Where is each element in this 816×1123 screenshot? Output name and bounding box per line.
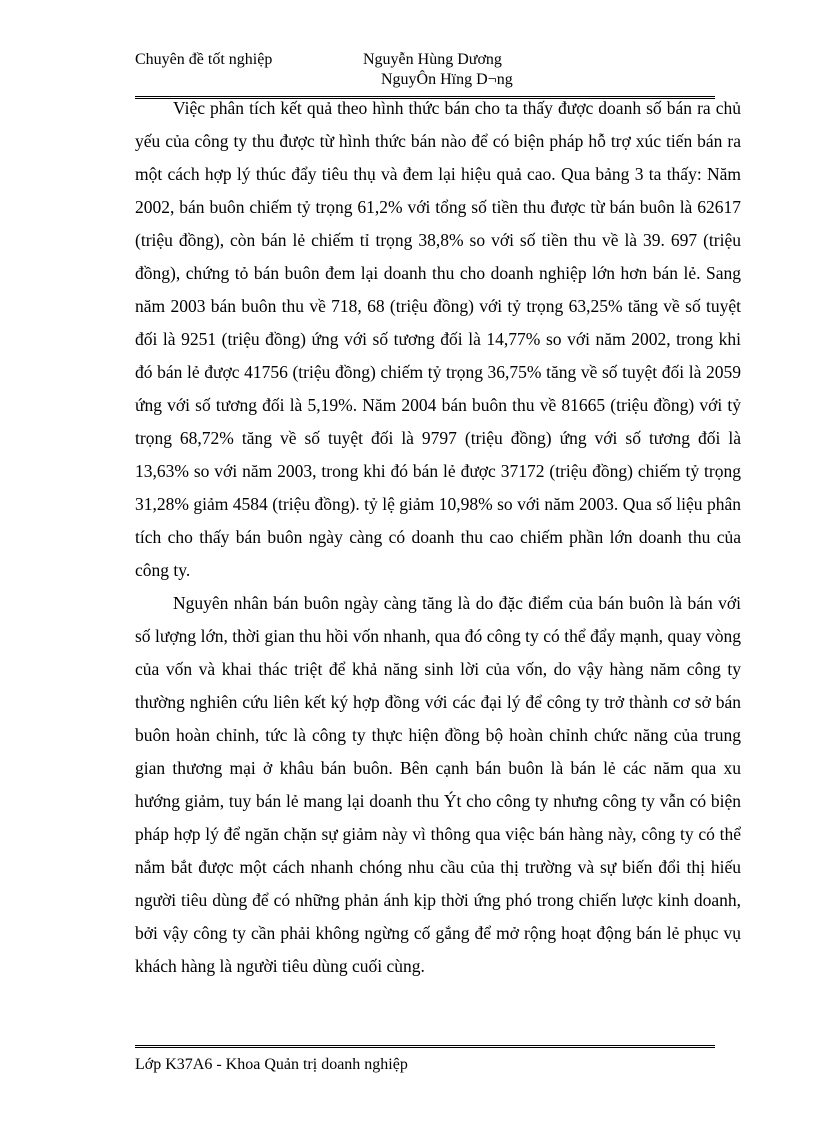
page-footer: Lớp K37A6 - Khoa Quản trị doanh nghiệp	[135, 1056, 408, 1073]
body-text	[135, 92, 741, 983]
paragraph-reasons: Nguyên nhân bán buôn ngày càng tăng là do đặc điểm của bán buôn là bán với số lượng lớn, thời gian thu hồi vốn nhanh, qua đó công ty có thể đẩy mạnh, quay vòng của vốn và khai thác triệt để khả năng sinh lời của vốn, do vậy hàng năm công ty thường nghiên cứu liên kết ký hợp đồng với các đại lý để công ty trở thành cơ sở bán buôn hoàn chỉnh, tức là công ty thực hiện đồng bộ hoàn chỉnh chức năng của trung gian thương mại ở khâu bán buôn. Bên cạnh bán buôn là bán lẻ các năm qua xu hướng giảm, tuy bán lẻ mang lại doanh thu Ýt cho công ty nhưng công ty vẫn có biện pháp hợp lý để ngăn chặn sự giảm này vì thông qua việc bán hàng này, công ty có thể nắm bắt được một cách nhanh chóng nhu cầu của thị trường và sự biến đổi thị hiếu người tiêu dùng để có những phản ánh kịp thời ứng phó trong chiến lược kinh doanh, bởi vậy công ty cần phải không ngừng cố gắng để mở rộng hoạt động bán lẻ phục vụ khách hàng là người tiêu dùng cuối cùng.	[135, 593, 741, 976]
paragraph-analysis: Việc phân tích kết quả theo hình thức bán cho ta thấy được doanh số bán ra chủ yếu của công ty thu được từ hình thức bán nào để có biện pháp hỗ trợ xúc tiến bán ra một cách hợp lý thúc đẩy tiêu thụ và đem lại hiệu quả cao. Qua bảng 3 ta thấy: Năm 2002, bán buôn chiếm tỷ trọng 61,2% với tổng số tiền thu được từ bán buôn là 62617 (triệu đồng), còn bán lẻ chiếm tỉ trọng 38,8% so với số tiền thu về là 39. 697 (triệu đồng), chứng tỏ bán buôn đem lại doanh thu cho doanh nghiệp lớn hơn bán lẻ. Sang năm 2003 bán buôn thu về 718, 68 (triệu đồng) với tỷ trọng 63,25% tăng về số tuyệt đối là 9251 (triệu đồng) ứng với số tương đối là 14,77% so với năm 2002, trong khi đó bán lẻ được 41756 (triệu đồng) chiếm tỷ trọng 36,75% tăng về số tuyệt đối là 2059 ứng với số tương đối là 5,19%. Năm 2004 bán buôn thu về 81665 (triệu đồng) với tỷ trọng 68,72% tăng về số tuyệt đối là 9797 (triệu đồng) ứng với số tương đối là 13,63% so với năm 2003, trong khi đó bán lẻ được 37172 (triệu đồng) chiếm tỷ trọng 31,28% giảm 4584 (triệu đồng). tỷ lệ giảm 10,98% so với năm 2003. Qua số liệu phân tích cho thấy bán buôn ngày càng có doanh thu cao chiếm phần lớn doanh thu của công ty.	[135, 98, 741, 580]
footer-divider	[135, 1045, 715, 1052]
header-thesis-title: Chuyên đề tốt nghiệp	[135, 51, 273, 68]
header-author-name: Nguyễn Hùng Dương	[363, 51, 502, 68]
header-author-name-garbled: NguyÔn Hïng D¬ng	[381, 71, 513, 88]
